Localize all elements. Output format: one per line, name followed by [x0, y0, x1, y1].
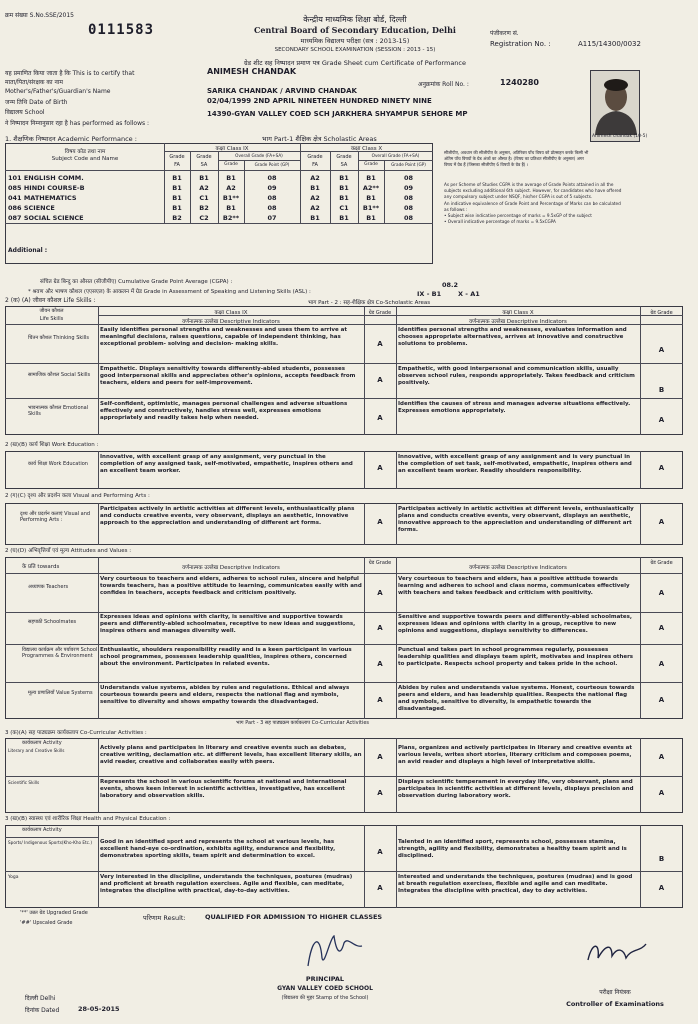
date-of-birth: 02/04/1999 2ND APRIL NINETEEN HUNDRED NINETY NINE [207, 97, 432, 105]
teachers-ix: Very courteous to teachers and elders, adheres to school rules, sincere and helpful towards teachers, has a positive attitude to learning, communicates easily with and confides in teachers, accepts feedback and criticism positively. [100, 576, 362, 596]
class-ix-header: कक्षा Class IX [214, 310, 248, 316]
thinking-skills-ix: Easily identifies personal strengths and weaknesses and uses them to arrive at meaningful decisions, raises questions, capable of independent thinking, has exceptional problem- solving and decision- making skills. [100, 327, 347, 347]
grade-cell: A2 [310, 194, 320, 202]
literary-skills-x-grade: A [658, 753, 665, 761]
note-line: • Overall indicative percentage of marks = 9.5xCGPA [444, 218, 556, 224]
issue-date: 28-05-2015 [78, 1005, 120, 1013]
scientific-skills-label: Scientific Skills [8, 780, 40, 785]
grade-cell: B1 [172, 174, 182, 182]
emotional-skills-x-grade: A [658, 416, 665, 424]
principal-signature [300, 928, 370, 973]
scientific-skills-x: Displays scientific temperament in everyday life, very observant, plans and participates in scientific activities at different levels, displays precision and observation during laboratory work. [398, 779, 634, 799]
grade-point-cell: 08 [267, 174, 277, 182]
upscaled-note: '##' Upscaled Grade [20, 920, 73, 926]
note-line: An indicative equivalence of Grade Point and Percentage of Marks can be calculated [444, 200, 621, 206]
sports-x: Talented in an identified sport, represents school, possesses stamina, strength, agility and flexibility, demonstrates a healthy team spirit and is disciplined. [398, 839, 627, 859]
grade-cell: A2 [310, 204, 320, 212]
grade-cell: A2 [226, 184, 236, 192]
grade-cell: C2 [199, 214, 209, 222]
sports-ix: Good in an identified sport and represents the school at various levels, has excellent hand-eye co-ordination, exhibits agility, endurance and flexibility, demonstrates sporting skills, team spirit and determination to excel. [100, 839, 336, 859]
grade-cell: B1 [366, 174, 376, 182]
photo-caption: Animesh chandak (10-5) [592, 134, 648, 139]
fa-head: FA [174, 162, 180, 168]
place: दिल्ली Delhi [25, 995, 56, 1002]
yoga-x-grade: A [658, 884, 665, 892]
student-name: ANIMESH CHANDAK [207, 67, 297, 76]
subject-header: Subject Code and Name [51, 156, 119, 162]
upgraded-note: '**' उन्नत ग्रेड Upgraded Grade [20, 910, 88, 916]
visual-arts-ix: Participates actively in artistic activities at different levels, enthusiastically plans and conducts creative events, very observant, displays an aesthetic, innovative approach to the appreciation and understanding of different art forms. [100, 506, 355, 526]
grade-point-cell: 08 [403, 174, 414, 182]
grade-cell: B1** [362, 204, 380, 212]
grade-point-cell: 08 [403, 194, 414, 202]
overall-head: Overall Grade (FA+SA) [235, 153, 283, 158]
grade-head-x: ग्रेड Grade [650, 560, 673, 566]
visual-arts-x-grade: A [658, 518, 665, 526]
subject-name: 087 SOCIAL SCIENCE [8, 214, 84, 222]
grade-cell: B1 [226, 204, 236, 212]
board-name: Central Board of Secondary Education, Delhi [254, 25, 456, 35]
overall-grade-head-x: Grade [364, 162, 378, 167]
grade-cell: B1 [366, 214, 376, 222]
part1-label: भाग Part-1 शैक्षिक क्षेत्र Scholastic Areas [262, 135, 377, 143]
grade-point-cell: 09 [403, 184, 414, 192]
health-title: 3 (ख)(B) स्वास्थ्य एवं शारीरिक शिक्षा Health and Physical Education : [5, 816, 171, 822]
subject-header-hindi: विषय कोड तथा नाम [64, 149, 106, 155]
note-line: अंतिम पाँच विषयों के ग्रेड अंकों का औसत है। (विषय का प्रतिशत सीजीपीए के अनुसार) अगर [444, 156, 584, 162]
thinking-skills-ix-grade: A [377, 340, 383, 348]
grade-head: ग्रेड Grade [368, 310, 392, 316]
fa-head-x: FA [312, 162, 318, 168]
literary-skills-x: Plans, organizes and actively participates in literary and creative events at various levels, writes short stories, literary criticism and composes poems, an avid reader and displays a high level of interpretative skills. [398, 745, 633, 765]
teachers-x-grade: A [658, 589, 665, 597]
serial-number: 0111583 [88, 22, 155, 38]
sports-label: Sports/ Indigenous Sports(Kho-Kho Etc.) [8, 840, 92, 845]
grade-cell: B1 [339, 184, 349, 192]
towards-head: के प्रति towards [22, 564, 60, 570]
schoolmates-x-grade: A [658, 624, 665, 632]
grade-point-cell: 08 [267, 204, 277, 212]
teachers-ix-grade: A [377, 589, 383, 597]
principal-title: PRINCIPAL [305, 975, 345, 983]
sports-x-grade: B [658, 855, 665, 863]
work-education-ix: Innovative, with excellent grasp of any assignment, very punctual in the completion of any assigned task, self-motivated, empathetic, inspires others and an excellent team worker. [100, 454, 353, 474]
grade-cell: B2 [172, 214, 182, 222]
asl-class-x: X - A1 [458, 290, 480, 298]
grade-cell: B2 [199, 204, 209, 212]
gp-head-x: Grade Point (GP) [391, 162, 426, 167]
emotional-skills-x: Identifies the causes of stress and manages adverse situations effectively. Expresses emotions appropriately. [398, 401, 631, 414]
certify-text: यह प्रमाणित किया जाता है कि This is to certify that [5, 70, 135, 77]
descriptive-head-x: वर्णनात्मक उल्लेख Descriptive Indicators [469, 565, 567, 571]
asl-label: * श्रवण और भाषण कौशल (एएसएल) के आकलन में ग्रेड Grade in Assessment of Speaking and Listening Skills (ASL) : [28, 289, 311, 295]
emotional-skills-label: भावनात्मक कौशल Emotional Skills [28, 405, 89, 418]
certificate-title: ग्रेड शीट सह निष्पादन प्रमाण पत्र Grade Sheet cum Certificate of Performance [243, 59, 467, 67]
note-line: • Subject wise indicative percentage of marks = 9.5xGP of the subject [444, 212, 592, 218]
grade-point-cell: 07 [267, 214, 277, 222]
part3-label: भाग Part - 3 सह पाठ्यक्रम कार्यकलाप Co-Curricular Activities [236, 720, 369, 726]
work-education-x: Innovative, with excellent grasp of any assignment and is very punctual in the completion of set task, self-motivated, empathetic, inspires others and an excellent team worker. Readily shoulders responsibility. [398, 454, 632, 474]
grade-head: ग्रेड Grade [368, 560, 392, 566]
grade-cell: B1 [199, 174, 209, 182]
sa-grade-head: Grade [196, 154, 212, 160]
student-photo [590, 70, 648, 142]
yoga-x: Interested and understands the techniques, postures (mudras) and is good at breath regulation exercises, flexible and agile and can meditate. Integrates the discipline with practical, day to day activities. [398, 874, 633, 894]
note-line: सीजीपीए, अवधान की सीजीपीए के अनुसार, अतिरिक्त पाँच विषय को प्रोत्साहन करके किसी भी [444, 150, 589, 155]
schoolmates-ix: Expresses ideas and opinions with clarity, is sensitive and supportive towards peers and differently-abled schoolmates, receptive to new ideas and suggestions, inspires others and manages diversity well. [100, 614, 356, 634]
thinking-skills-label: चिंतन कौशल Thinking Skills [28, 335, 90, 341]
descriptive-head-x: वर्णनात्मक उल्लेख Descriptive Indicators [469, 319, 567, 325]
note-line: subjects excluding additional 6th subject. However, for candidates who have offered [444, 188, 622, 194]
visual-arts-title: 2 (ग)(C) दृश्य और प्रदर्शन कला Visual and Performing Arts : [5, 493, 150, 499]
scientific-skills-x-grade: A [658, 789, 665, 797]
schoolmates-label: सहपाठी Schoolmates [28, 619, 77, 625]
cgpa-label: संचित ग्रेड बिन्दु का औसत (सीजीपीए) Cumulative Grade Point Average (CGPA) : [40, 279, 233, 285]
part2-label: भाग Part - 2 : सह-शैक्षिक क्षेत्र Co-Scholastic Areas [308, 300, 431, 306]
board-name-hindi: केन्द्रीय माध्यमिक शिक्षा बोर्ड, दिल्ली [303, 15, 407, 24]
controller-title: Controller of Examinations [566, 1000, 664, 1008]
subject-name: 041 MATHEMATICS [8, 194, 77, 202]
serial-label: क्रम संख्या S.No.SSE/2015 [5, 12, 74, 19]
teachers-label: अध्यापक Teachers [28, 584, 69, 590]
thinking-skills-x-grade: A [658, 346, 665, 354]
literary-skills-label: Literary and Creative Skills [8, 748, 65, 753]
thinking-skills-x: Identifies personal strengths and weaknesses, evaluates information and chooses appropriate alternatives, arrives at innovative and constructive solutions to problems. [398, 327, 627, 347]
cgpa-notes [444, 150, 684, 225]
additional-label: Additional : [8, 247, 48, 254]
parent-label: Mother's/Father's/Guardian's Name [5, 88, 111, 95]
school-programmes-ix-grade: A [377, 660, 383, 668]
roll-number: 1240280 [500, 78, 539, 87]
school-programmes-ix: Enthusiastic, shoulders responsibility readily and is a keen participant in various school programmes, possesses leadership qualities, inspires others, concerned about the environment. Participates in related events. [100, 647, 352, 667]
cocurricular-title: 3 (क)(A) सह पाठ्यक्रम कार्यकलाप Co-Curricular Activities : [5, 730, 147, 736]
subject-name: 101 ENGLISH COMM. [8, 174, 84, 182]
school-programmes-x: Punctual and takes part in school programmes regularly, possesses leadership qualities and displays team spirit, motivates and inspires others to participate. Respects school property and takes pride in the school. [398, 647, 634, 667]
sports-ix-grade: A [377, 848, 383, 856]
grade-cell: B2** [222, 214, 240, 222]
yoga-ix-grade: A [377, 884, 383, 892]
registration-number: A115/14300/0032 [578, 40, 641, 48]
yoga-label: Yoga [8, 875, 19, 880]
overall-head-x: Overall Grade (FA+SA) [371, 153, 420, 158]
visual-arts-x: Participates actively in artistic activities at different levels, enthusiastically plans and conducts creative events, very observant, displays an aesthetic, innovative approach to the appreciation and understanding of different art forms. [398, 506, 634, 533]
scientific-skills-ix-grade: A [377, 789, 383, 797]
note-line: as follows : [444, 206, 468, 212]
literary-skills-ix-grade: A [377, 753, 383, 761]
emotional-skills-ix: Self-confident, optimistic, manages personal challenges and adverse situations effectively and constructively, handles stress well, expresses emotions appropriately and readily takes help when needed. [100, 401, 348, 421]
social-skills-label: सामाजिक कौशल Social Skills [28, 372, 91, 378]
result-value: QUALIFIED FOR ADMISSION TO HIGHER CLASSES [205, 913, 383, 921]
grade-cell: A2 [199, 184, 209, 192]
overall-grade-head: Grade [224, 162, 238, 167]
grade-point-cell: 09 [267, 184, 277, 192]
roll-label: अनुक्रमांक Roll No. : [418, 81, 469, 88]
principal-school: GYAN VALLEY COED SCHOOL [277, 985, 373, 992]
grade-cell: C1 [339, 204, 349, 212]
grade-cell: B1 [339, 194, 349, 202]
cgpa-value: 08.2 [442, 281, 459, 289]
performed-text: ने निष्पादन निम्नानुसार रहा है has performed as follows : [5, 120, 150, 127]
grade-cell: B1 [310, 214, 320, 222]
parents-name: SARIKA CHANDAK / ARVIND CHANDAK [207, 87, 357, 95]
life-skills-head-hindi: जीवन कौशल [39, 308, 64, 314]
class-ix-header: कक्षा Class IX [215, 146, 249, 152]
grade-cell: C1 [199, 194, 209, 202]
emotional-skills-ix-grade: A [377, 414, 383, 422]
exam-name: SECONDARY SCHOOL EXAMINATION (SESSION : 2013 - 15) [274, 47, 436, 53]
value-systems-ix: Understands value systems, abides by rules and regulations. Ethical and always courteous towards peers and elders, respects the national flag and symbols, sensitive to diversity and shows empathy towards the disadvantaged. [100, 685, 350, 705]
work-education-label: कार्य शिक्षा Work Education [28, 461, 88, 467]
school-programmes-x-grade: A [658, 660, 665, 668]
grade-cell: B1 [310, 184, 320, 192]
grade-cell: B1** [222, 194, 240, 202]
visual-arts-ix-grade: A [377, 518, 383, 526]
class-x-header: कक्षा Class X [350, 146, 383, 152]
grade-cell: B1 [339, 214, 349, 222]
result-label: परिणाम Result: [143, 914, 186, 922]
schoolmates-x: Sensitive and supportive towards peers and differently-abled schoolmates, expresses ideas and opinions with clarity in a group, receptive to new opinions and suggestions, displays sensitivity to differences. [398, 614, 633, 634]
subject-name: 085 HINDI COURSE-B [8, 184, 85, 192]
grade-cell: A2 [310, 174, 320, 182]
registration-label: Registration No. : [490, 40, 551, 48]
grade-cell: B1 [172, 184, 182, 192]
asl-class-ix: IX - B1 [417, 290, 442, 298]
note-line: As per Scheme of Studies CGPA is the average of Grade Points attained in all the [444, 182, 614, 188]
note-line: विषय में ग्रेड हैं (जिसका सीजीपीए 6 विषयों के ग्रेड हैं) । [444, 162, 529, 168]
registration-label-hindi: पंजीकरण सं. [490, 30, 519, 37]
academic-performance-label: 1. शैक्षणिक निष्पादन Academic Performance : [5, 135, 137, 143]
class-x-header: कक्षा Class X [502, 310, 534, 316]
social-skills-x-grade: B [658, 386, 665, 394]
controller-title-hindi: परीक्षा नियंत्रक [599, 989, 631, 996]
life-skills-title: 2 (क) (A) जीवन कौशल Life Skills : [5, 297, 96, 304]
controller-signature [582, 930, 654, 970]
activity-head: कार्यकलाप Activity [22, 827, 62, 833]
value-systems-label: मूल्य प्रणालियाँ Value Systems [28, 690, 93, 696]
sa-grade-head-x: Grade [336, 154, 352, 160]
descriptive-head: वर्णनात्मक उल्लेख Descriptive Indicators [182, 319, 280, 325]
work-education-title: 2 (ख)(B) कार्य शिक्षा Work Education : [5, 442, 99, 448]
yoga-ix: Very interested in the discipline, understands the techniques, postures (mudras) and proficient at breath regulation exercises. Agile and flexible, can meditate, integrates the discipline with practical, day-to-day activities. [100, 874, 353, 894]
visual-arts-label: दृश्य और प्रदर्शन कलाएं Visual and Performing Arts : [20, 511, 91, 524]
school-label: विद्यालय School [5, 109, 45, 116]
date-label: दिनांक Dated [25, 1007, 60, 1014]
note-line: any compulsory subject under NSQF, his/her CGPA is out of 5 subjects. [444, 194, 593, 200]
grade-cell: B1 [339, 174, 349, 182]
fa-grade-head-x: Grade [307, 154, 323, 160]
grade-cell: B1 [172, 204, 182, 212]
literary-skills-ix: Actively plans and participates in literary and creative events such as debates, creative writing, declamation etc. at different levels, has excellent literary skills, an avid reader, creative and collaborates easily with peers. [100, 745, 362, 765]
sa-head-x: SA [340, 162, 348, 168]
health-table [5, 825, 683, 908]
fa-grade-head: Grade [169, 154, 185, 160]
grade-cell: B1 [226, 174, 236, 182]
life-skills-head: Life Skills [39, 316, 64, 322]
sa-head: SA [200, 162, 208, 168]
grade-cell: B1 [366, 194, 376, 202]
grade-point-cell: 08 [267, 194, 277, 202]
social-skills-ix-grade: A [377, 376, 383, 384]
activity-head: कार्यकलाप Activity [22, 740, 62, 746]
work-education-ix-grade: A [377, 464, 383, 472]
parent-label-hindi: माता/पिता/संरक्षक का नाम [5, 79, 63, 86]
grade-head-x: ग्रेड Grade [650, 310, 673, 316]
descriptive-head: वर्णनात्मक उल्लेख Descriptive Indicators [182, 565, 280, 571]
teachers-x: Very courteous to teachers and elders, has a positive attitude towards learning and adheres to school and class norms, communicates effectively with teachers and takes feedback and criticism with positivity. [398, 576, 630, 596]
school-programmes-label: विद्यालय कार्यक्रम और पर्यावरण School Programmes & Environment [22, 647, 98, 660]
value-systems-x-grade: A [658, 696, 665, 704]
subject-name: 086 SCIENCE [8, 204, 55, 212]
value-systems-x: Abides by rules and understands value systems. Honest, courteous towards peers and elders, and has leadership qualities. Respects the national flag and symbols, sensitive to diversity, is empathetic towards the disadvantaged. [398, 685, 635, 712]
gp-head: Grade Point (GP) [254, 162, 290, 167]
school-stamp-note: (विद्यालय की मुहर Stamp of the School) [281, 995, 369, 1001]
social-skills-x: Empathetic, with good interpersonal and communication skills, usually observes school rules, responds appropriately. Takes feedback and criticism positively. [398, 366, 635, 386]
work-education-x-grade: A [658, 464, 665, 472]
grade-cell: B1 [172, 194, 182, 202]
schoolmates-ix-grade: A [377, 624, 383, 632]
grade-point-cell: 08 [403, 214, 414, 222]
school-name: 14390-GYAN VALLEY COED SCH JARKHERA SHYAMPUR SEHORE MP [207, 110, 468, 118]
grade-point-cell: 08 [403, 204, 414, 212]
dob-label: जन्म तिथि Date of Birth [5, 99, 68, 106]
value-systems-ix-grade: A [377, 696, 383, 704]
social-skills-ix: Empathetic. Displays sensitivity towards differently-abled students, possesses good interpersonal skills and appreciates other's opinions, accepts feedback from teachers, elders and peers for self-improvement. [100, 366, 356, 386]
attitudes-title: 2 (घ)(D) अभिवृत्तियाँ एवं मूल्य Attitudes and Values : [5, 548, 132, 554]
grade-cell: A2** [362, 184, 380, 192]
scientific-skills-ix: Represents the school in various scientific forums at national and international events, shows keen interest in scientific activities, investigative, has excellent laboratory and observation skills. [100, 779, 347, 799]
exam-name-hindi: माध्यमिक विद्यालय परीक्षा (सत्र : 2013-15) [300, 37, 410, 45]
